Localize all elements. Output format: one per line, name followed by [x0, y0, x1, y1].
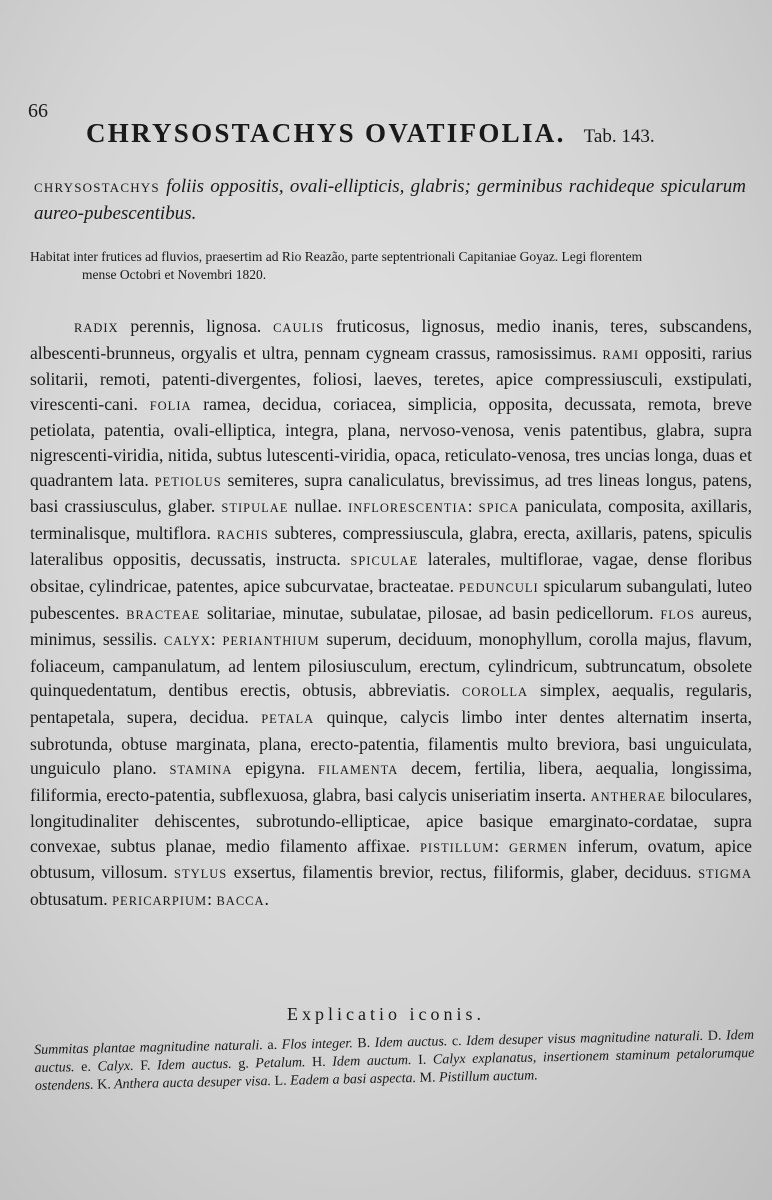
description-text: solitariae, minutae, subulatae, pilosae, ad basin pedicellorum.: [200, 602, 661, 623]
figure-caption-text: Idem auctus.: [370, 1034, 453, 1051]
description-text: simplex, aequalis, regularis, pentapetala, supera, decidua.: [30, 680, 752, 727]
description-text: :: [210, 629, 223, 650]
figure-caption-text: Idem desuper visus magnitudine naturali.: [461, 1028, 708, 1050]
organ-term: GERMEN: [509, 840, 568, 855]
organ-term: FILAMENTA: [318, 763, 399, 778]
organ-term: PISTILLUM: [419, 840, 495, 855]
description-text: :: [207, 889, 217, 910]
organ-term: CALYX: [163, 634, 211, 649]
genus-name: CHRYSOSTACHYS: [34, 180, 160, 195]
description-text: laterales, multiflorae, vagae, dense floribus obsitae, cylindricae, patentes, apice subcurvatae, bracteatae.: [30, 549, 752, 596]
figure-caption-text: Calyx explanatus, insertionem staminum petalorumque ostendens.: [34, 1045, 755, 1094]
description-text: quinque, calycis limbo inter dentes alternatim inserta, subrotunda, obtuse marginata, plana, erecto-patentia, filamentis multo breviora, basi unguiculata, unguiculo plano.: [30, 706, 752, 779]
organ-term: STIPULAE: [221, 501, 289, 516]
figure-label: g.: [238, 1056, 249, 1072]
organ-term: CAULIS: [273, 321, 325, 335]
description-text: subteres, compressiuscula, glabra, erecta, axillaris, patens, spiculis lateralibus oppositis, decussatis, instructa.: [30, 522, 752, 570]
description-text: exsertus, filamentis brevior, rectus, filiformis, glaber, deciduus.: [227, 862, 699, 883]
figure-caption-text: Idem auctus.: [150, 1056, 239, 1074]
organ-term: STAMINA: [169, 763, 233, 778]
organ-term: SPICA: [478, 501, 520, 516]
figure-label: a.: [267, 1037, 278, 1054]
habitat-line-1: Habitat inter frutices ad fluvios, praesertim ad Rio Reazão, parte septentrionali Capitaniae Goyaz. Legi florentem: [30, 249, 643, 264]
figure-label: F.: [140, 1058, 151, 1074]
figure-label: M.: [419, 1070, 436, 1086]
organ-term: BRACTEAE: [126, 607, 201, 622]
organ-term: FLOS: [660, 607, 695, 622]
description-text: oppositi, rarius solitarii, remoti, patenti-divergentes, foliosi, laeves, teretes, apice compressiusculi, exstipulati, virescenti-cani.: [30, 342, 753, 414]
description-text: .: [264, 889, 269, 910]
organ-term: RADIX: [74, 321, 119, 335]
figure-caption-text: Idem auctus.: [34, 1027, 755, 1076]
figure-label: I.: [418, 1052, 427, 1068]
description-text: perennis, lignosa.: [118, 316, 274, 336]
figure-caption-text: Anthera aucta desuper visa.: [110, 1073, 275, 1093]
organ-term: COROLLA: [462, 685, 529, 700]
description-text: semiteres, supra canaliculatus, brevissimus, ad tres lineas longus, patens, basi crassiusculus, glaber.: [30, 469, 753, 517]
description-text: decem, fertilia, libera, aequalia, longissima, filiformia, erecto-patentia, subflexuosa, glabra, basi calycis uniseriatim inserta.: [30, 758, 752, 805]
description-text: epigyna.: [232, 758, 319, 779]
explicatio-heading: Explicatio iconis.: [287, 1004, 485, 1024]
organ-term: BACCA: [216, 894, 265, 909]
organ-term: PETALA: [261, 711, 315, 726]
figure-caption-text: Idem auctum.: [325, 1052, 419, 1070]
description-text: ramea, decidua, coriacea, simplicia, opposita, decussata, remota, breve petiolata, patentia, ovali-elliptica, integra, plana, nervoso-venosa, venis patentibus, glabra, supra nigrescenti-viridia, nitida, subtus lutescenti-viridia, opaca, reticulato-venosa, tres uncias longa, duas et quadrantem lata.: [30, 393, 752, 490]
description-text: paniculata, composita, axillaris, terminalisque, multiflora.: [30, 496, 752, 543]
organ-term: SPICULAE: [350, 554, 419, 569]
figure-caption-text: Flos integer.: [276, 1036, 358, 1053]
organ-term: STIGMA: [698, 867, 752, 882]
description-text: nullae.: [288, 496, 349, 517]
organ-term: FOLIA: [149, 398, 192, 413]
figure-label: B.: [357, 1035, 371, 1052]
title-line: [86, 118, 655, 149]
figure-label: H.: [311, 1054, 326, 1071]
figure-label: D.: [707, 1028, 722, 1044]
description-paragraph: [30, 314, 752, 914]
figure-caption-text: Petalum.: [248, 1055, 313, 1072]
figure-caption-text: Calyx.: [90, 1058, 141, 1075]
figure-label: c.: [451, 1034, 462, 1050]
description-text: :: [494, 835, 510, 856]
organ-term: INFLORESCENTIA: [348, 501, 468, 516]
description-text: :: [467, 496, 479, 517]
explicatio-text: [34, 1027, 755, 1096]
description-text: aureus, minimus, sessilis.: [30, 602, 752, 650]
habitat-note: [30, 248, 748, 284]
organ-term: ANTHERAE: [590, 789, 666, 804]
figure-caption-text: Eadem a basi aspecta.: [286, 1070, 420, 1089]
description-text: obtusatum.: [30, 889, 113, 910]
organ-term: PERICARPIUM: [112, 894, 208, 909]
organ-term: PEDUNCULI: [458, 580, 539, 595]
organ-term: RAMI: [602, 347, 640, 362]
figure-label: K.: [96, 1077, 111, 1093]
diagnosis-text: foliis oppositis, ovali-ellipticis, glabris; germinibus rachideque spicularum aureo-pubescentibus.: [34, 176, 746, 224]
plate-reference: Tab. 143.: [583, 126, 655, 147]
organ-term: STYLUS: [174, 867, 228, 882]
habitat-line-2: mense Octobri et Novembri 1820.: [82, 267, 267, 282]
description-text: fruticosus, lignosus, medio inanis, teres, subscandens, albescenti-brunneus, orgyalis et ultra, pennam cygneam crassus, ramosissimus.: [30, 316, 752, 363]
description-text: biloculares, longitudinaliter dehiscentes, subrotundo-ellipticae, apice basique emarginato-cordatae, supra convexae, subtus planae, medio filamento affixae.: [30, 784, 753, 856]
organ-term: PERIANTHIUM: [222, 634, 320, 649]
description-text: superum, deciduum, monophyllum, corolla majus, flavum, foliaceum, campanulatum, ad lentem pilosiusculum, erectum, cylindricum, subtruncatum, obsolete quinquedentatum, dentibus erectis, obtusis, abbreviatis.: [30, 629, 752, 701]
page-title: CHRYSOSTACHYS OVATIFOLIA.: [86, 118, 566, 148]
organ-term: PETIOLUS: [154, 474, 222, 489]
description-text: inferum, ovatum, apice obtusum, villosum.: [30, 835, 752, 883]
page-number: 66: [28, 100, 48, 122]
organ-term: RACHIS: [216, 527, 269, 542]
figure-caption-text: Pistillum auctum.: [435, 1068, 538, 1086]
figure-label: e.: [81, 1059, 92, 1076]
figure-caption-text: Summitas plantae magnitudine naturali.: [34, 1038, 268, 1058]
diagnosis: [34, 174, 746, 227]
figure-label: L.: [274, 1073, 287, 1089]
description-text: spicularum subangulati, luteo pubescentes.: [30, 575, 752, 623]
